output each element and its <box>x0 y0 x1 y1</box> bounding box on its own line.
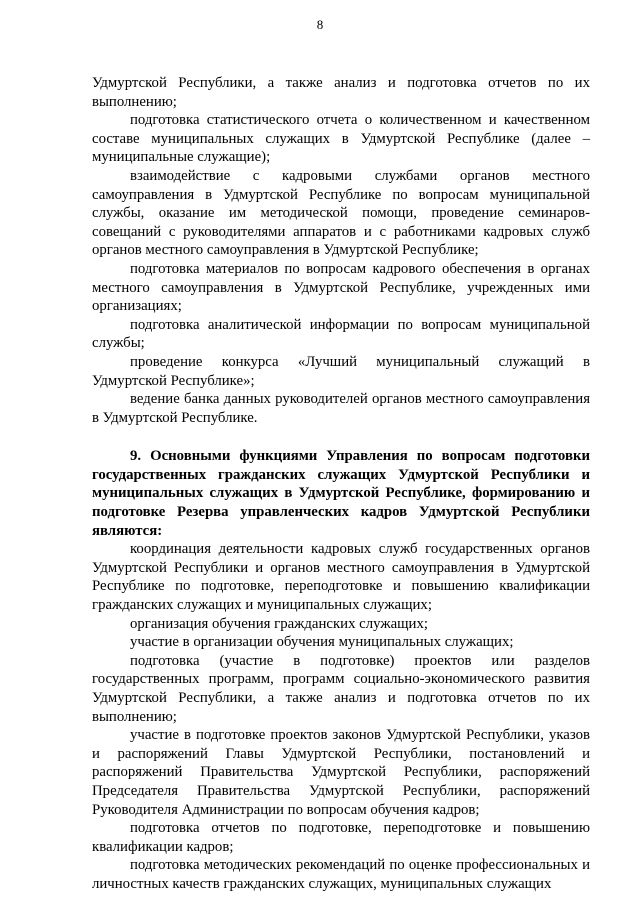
paragraph-interaction: взаимодействие с кадровыми службами органов местного самоуправления в Удмуртской Республике по вопросам муниципальной службы, оказание им методической помощи, проведение семинаров-совещаний с руководителями аппаратов и с работниками кадровых служб органов местного самоуправления в Удмуртской Республике; <box>92 167 590 259</box>
paragraph-municipal-training: участие в организации обучения муниципальных служащих; <box>130 634 514 651</box>
paragraph-statistical-report: подготовка статистического отчета о количественном и качественном составе муниципальных служащих в Удмуртской Республике (далее – муниципальные служащие); <box>92 112 590 166</box>
paragraph-data-bank: ведение банка данных руководителей органов местного самоуправления в Удмуртской Республике. <box>92 391 590 426</box>
paragraph-training-reports: подготовка отчетов по подготовке, переподготовке и повышению квалификации кадров; <box>92 820 590 855</box>
paragraph-state-programs: подготовка (участие в подготовке) проектов или разделов государственных программ, программ социально-экономического развития Удмуртской Республики, а также анализ и подготовка отчетов по их выполнению; <box>92 652 590 725</box>
paragraph-draft-laws: участие в подготовке проектов законов Удмуртской Республики, указов и распоряжений Главы Удмуртской Республики, постановлений и распоряжений Правительства Удмуртской Республики, распоряжений Председателя Правительства Удмуртской Республики, распоряжений Руководителя Администрации по вопросам обучения кадров; <box>92 727 590 818</box>
paragraph-coordination: координация деятельности кадровых служб государственных органов Удмуртской Республики и органов местного самоуправления в Удмуртской Республике по подготовке, переподготовке и повышению квалификации гражданских служащих и муниципальных служащих; <box>92 541 590 614</box>
document-body <box>92 74 590 894</box>
page-number: 8 <box>316 17 324 32</box>
paragraph-staffing-materials: подготовка материалов по вопросам кадрового обеспечения в органах местного самоуправления в Удмуртской Республике, учрежденных ими организациях; <box>92 260 590 315</box>
paragraph-contest: проведение конкурса «Лучший муниципальный служащий в Удмуртской Республике»; <box>92 353 590 389</box>
paragraph-continuation: Удмуртской Республики, а также анализ и подготовка отчетов по их выполнению; <box>92 75 590 110</box>
section-heading-9: 9. Основными функциями Управления по вопросам подготовки государственных гражданских служащих Удмуртской Республики и муниципальных служащих в Удмуртской Республике, формированию и подготовке Резерва управленческих кадров Удмуртской Республики являются: <box>92 448 590 539</box>
paragraph-methodical-recommendations: подготовка методических рекомендаций по оценке профессиональных и личностных качеств гражданских служащих, муниципальных служащих <box>92 857 590 892</box>
paragraph-civil-training: организация обучения гражданских служащих; <box>130 615 428 632</box>
paragraph-analytical-info: подготовка аналитической информации по вопросам муниципальной службы; <box>92 316 590 352</box>
